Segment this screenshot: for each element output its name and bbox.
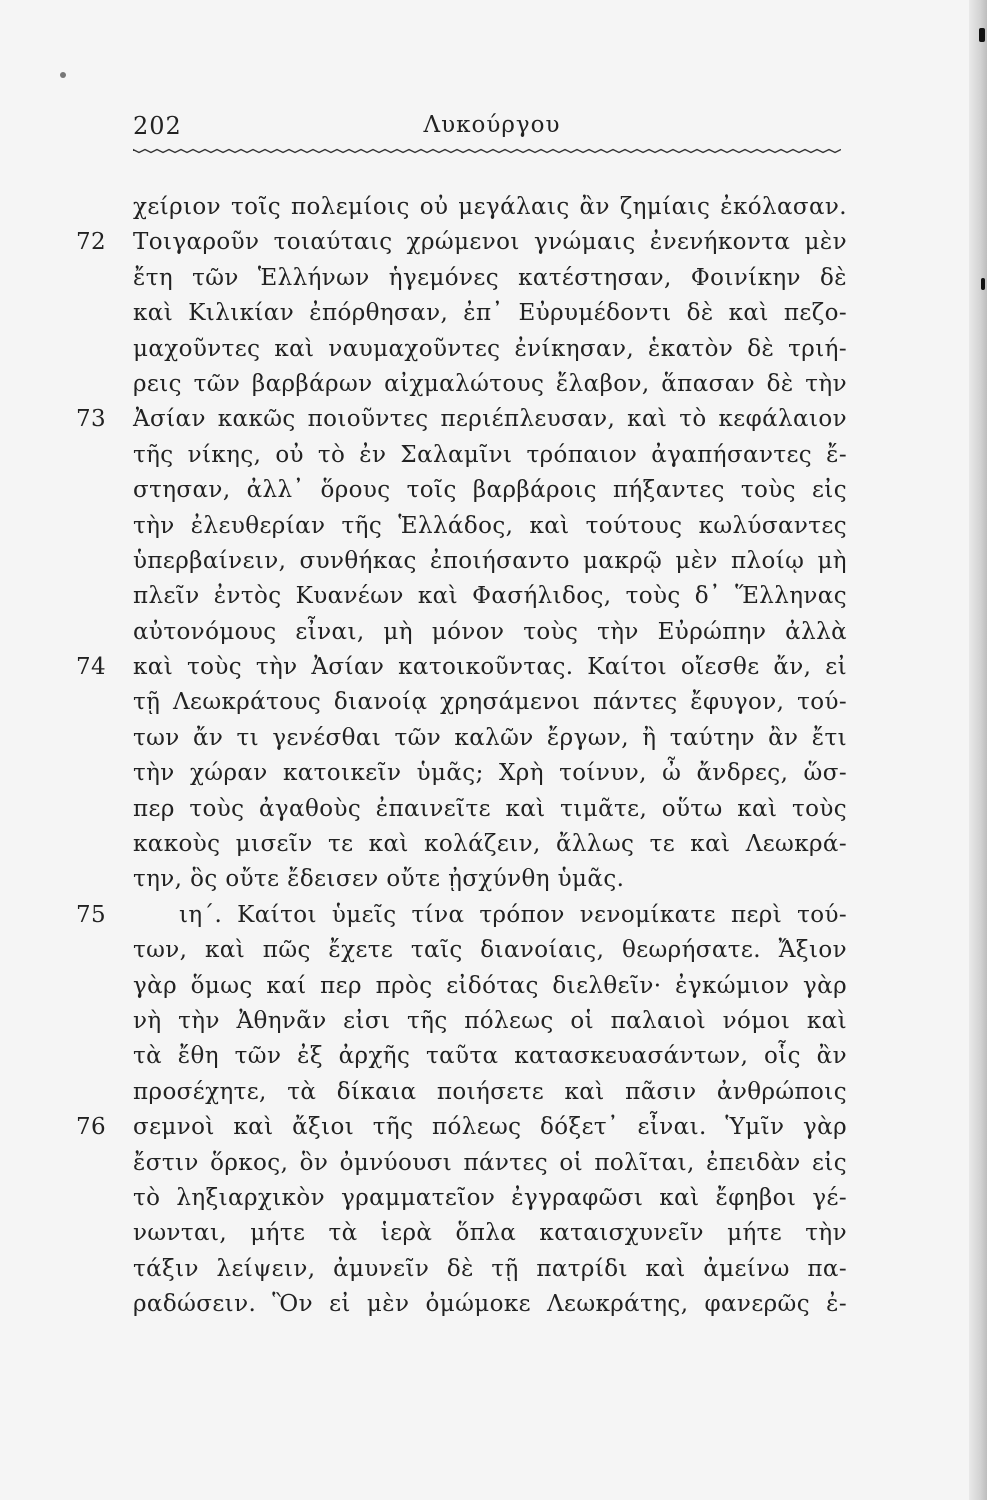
text-line bbox=[133, 862, 847, 897]
line-text: ὑπερβαίνειν, συνθήκας ἐποιήσαντο μακρῷ μὲν πλοίῳ μὴ bbox=[133, 547, 847, 574]
line-text: ραδώσειν. Ὃν εἰ μὲν ὀμώμοκε Λεωκράτης, φανερῶς ἐ- bbox=[133, 1291, 847, 1318]
text-line bbox=[133, 721, 847, 756]
line-text: κακοὺς μισεῖν τε καὶ κολάζειν, ἄλλως τε καὶ Λεωκρά- bbox=[133, 831, 847, 858]
line-text: μαχοῦντες καὶ ναυμαχοῦντες ἐνίκησαν, ἑκατὸν δὲ τριή- bbox=[133, 335, 847, 362]
line-text: νωνται, μήτε τὰ ἱερὰ ὅπλα καταισχυνεῖν μήτε τὴν bbox=[133, 1220, 847, 1247]
text-line bbox=[133, 261, 847, 296]
header-rule bbox=[133, 144, 841, 158]
line-text: τῇ Λεωκράτους διανοίᾳ χρησάμενοι πάντες ἔφυγον, τού- bbox=[133, 689, 847, 716]
page-edge bbox=[969, 0, 987, 1500]
line-text: την, ὃς οὔτε ἔδεισεν οὔτε ᾐσχύνθη ὑμᾶς. bbox=[133, 866, 625, 893]
text-line bbox=[133, 969, 847, 1004]
text-line bbox=[133, 579, 847, 614]
line-text: χείριον τοῖς πολεμίοις οὐ μεγάλαις ἂν ζημίαις ἐκόλασαν. bbox=[133, 194, 847, 220]
line-text: σεμνοὶ καὶ ἄξιοι τῆς πόλεως δόξετ᾽ εἶναι. Ὑμῖν γὰρ bbox=[133, 1114, 847, 1141]
line-text: τὰ ἔθη τῶν ἐξ ἀρχῆς ταῦτα κατασκευασάντων, οἷς ἂν bbox=[133, 1043, 847, 1070]
text-line bbox=[133, 1181, 847, 1216]
line-text: τὸ ληξιαρχικὸν γραμματεῖον ἐγγραφῶσι καὶ ἔφηβοι γέ- bbox=[133, 1184, 847, 1211]
line-text: στησαν, ἀλλ᾽ ὅρους τοῖς βαρβάροις πήξαντες τοὺς εἰς bbox=[133, 477, 847, 504]
line-text: ιη´. Καίτοι ὑμεῖς τίνα τρόπον νενομίκατε περὶ τού- bbox=[179, 901, 847, 928]
text-line bbox=[76, 1110, 847, 1145]
section-number: 75 bbox=[76, 901, 107, 928]
text-line bbox=[133, 438, 847, 473]
page-speck bbox=[60, 72, 66, 78]
line-text: καὶ τοὺς τὴν Ἀσίαν κατοικοῦντας. Καίτοι οἴεσθε ἄν, εἰ bbox=[133, 654, 847, 681]
text-line bbox=[133, 933, 847, 968]
text-line bbox=[133, 190, 847, 225]
text-line bbox=[76, 650, 847, 685]
line-text: Ἀσίαν κακῶς ποιοῦντες περιέπλευσαν, καὶ τὸ κεφάλαιον bbox=[133, 406, 847, 433]
text-line bbox=[133, 1004, 847, 1039]
text-line bbox=[133, 509, 847, 544]
line-text: των, καὶ πῶς ἔχετε ταῖς διανοίαις, θεωρήσατε. Ἄξιον bbox=[133, 937, 847, 964]
text-line bbox=[133, 1075, 847, 1110]
line-text: νὴ τὴν Ἀθηνᾶν εἰσι τῆς πόλεως οἱ παλαιοὶ νόμοι καὶ bbox=[133, 1007, 847, 1034]
line-text: ἔστιν ὅρκος, ὃν ὀμνύουσι πάντες οἱ πολῖται, ἐπειδὰν εἰς bbox=[133, 1149, 847, 1176]
text-line bbox=[133, 332, 847, 367]
text-line bbox=[133, 473, 847, 508]
text-line bbox=[133, 544, 847, 579]
line-text: των ἄν τι γενέσθαι τῶν καλῶν ἔργων, ἢ ταύτην ἂν ἔτι bbox=[133, 724, 847, 751]
section-number: 73 bbox=[76, 406, 107, 433]
text-line bbox=[76, 402, 847, 437]
text-line bbox=[133, 756, 847, 791]
text-line bbox=[133, 827, 847, 862]
text-line bbox=[133, 1252, 847, 1287]
text-line bbox=[133, 1216, 847, 1251]
page-number: 202 bbox=[133, 112, 182, 140]
line-text: αὐτονόμους εἶναι, μὴ μόνον τοὺς τὴν Εὐρώπην ἀλλὰ bbox=[133, 618, 847, 645]
text-line bbox=[133, 296, 847, 331]
line-text: Τοιγαροῦν τοιαύταις χρώμενοι γνώμαις ἐνενήκοντα μὲν bbox=[133, 229, 847, 256]
text-line bbox=[76, 225, 847, 260]
line-text: τὴν ἐλευθερίαν τῆς Ἑλλάδος, καὶ τούτους κωλύσαντες bbox=[133, 512, 847, 539]
line-text: περ τοὺς ἀγαθοὺς ἐπαινεῖτε καὶ τιμᾶτε, οὕτω καὶ τοὺς bbox=[133, 795, 847, 822]
edge-mark bbox=[979, 28, 985, 42]
text-line bbox=[133, 1039, 847, 1074]
text-line bbox=[133, 1287, 847, 1322]
line-text: προσέχητε, τὰ δίκαια ποιήσετε καὶ πᾶσιν ἀνθρώποις bbox=[133, 1078, 847, 1105]
text-line bbox=[133, 685, 847, 720]
line-text: γὰρ ὅμως καί περ πρὸς εἰδότας διελθεῖν· ἐγκώμιον γὰρ bbox=[133, 972, 847, 999]
line-text: τὴν χώραν κατοικεῖν ὑμᾶς; Χρὴ τοίνυν, ὦ ἄνδρες, ὥσ- bbox=[133, 760, 847, 787]
text-line bbox=[133, 615, 847, 650]
section-number: 76 bbox=[76, 1114, 107, 1141]
text-line bbox=[76, 898, 847, 933]
line-text: ἔτη τῶν Ἑλλήνων ἡγεμόνες κατέστησαν, Φοινίκην δὲ bbox=[133, 264, 847, 291]
text-line bbox=[133, 1146, 847, 1181]
edge-mark bbox=[981, 278, 985, 290]
text-line bbox=[133, 367, 847, 402]
line-text: πλεῖν ἐντὸς Κυανέων καὶ Φασήλιδος, τοὺς δ᾽ Ἕλληνας bbox=[133, 583, 847, 610]
text-line bbox=[133, 792, 847, 827]
line-text: καὶ Κιλικίαν ἐπόρθησαν, ἐπ᾽ Εὐρυμέδοντι δὲ καὶ πεζο- bbox=[133, 300, 847, 327]
running-title: Λυκούργου bbox=[423, 112, 561, 138]
line-text: τάξιν λείψειν, ἀμυνεῖν δὲ τῇ πατρίδι καὶ ἀμείνω πα- bbox=[133, 1255, 847, 1282]
line-text: ρεις τῶν βαρβάρων αἰχμαλώτους ἔλαβον, ἅπασαν δὲ τὴν bbox=[133, 370, 847, 397]
text-body bbox=[76, 190, 847, 1323]
section-number: 74 bbox=[76, 654, 107, 681]
section-number: 72 bbox=[76, 229, 107, 256]
line-text: τῆς νίκης, οὐ τὸ ἐν Σαλαμῖνι τρόπαιον ἀγαπήσαντες ἔ- bbox=[133, 441, 847, 468]
